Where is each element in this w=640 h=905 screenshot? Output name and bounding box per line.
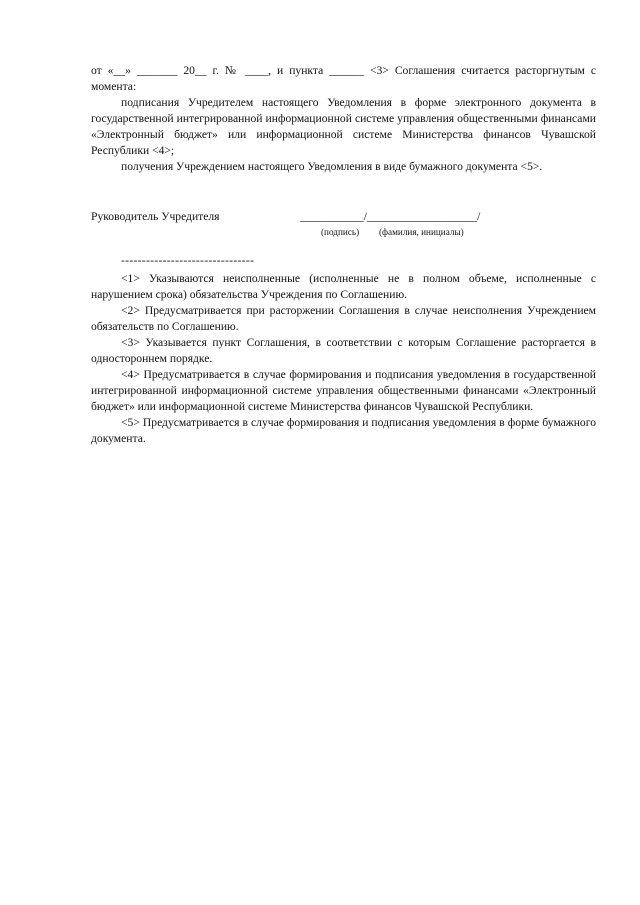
- footnote-separator: --------------------------------: [121, 254, 255, 267]
- footnote-4: <4> Предусматривается в случае формирования и подписания уведомления в государственной интегрированной информационной системе управления общественными финансами «Электронный бюджет» или информационной системе Министерства финансов Чувашской Республики.: [91, 368, 596, 413]
- signature-role: Руководитель Учредителя: [91, 210, 220, 223]
- caption-name: (фамилия, инициалы): [379, 227, 464, 237]
- footnote-5: <5> Предусматривается в случае формирования и подписания уведомления в форме бумажного документа.: [91, 416, 596, 445]
- footnote-3: <3> Указывается пункт Соглашения, в соответствии с которым Соглашение расторгается в одностороннем порядке.: [91, 336, 596, 365]
- signature-block: [91, 209, 596, 225]
- footnote-2: <2> Предусматривается при расторжении Соглашения в случае неисполнения Учреждением обязательств по Соглашению.: [91, 304, 596, 333]
- paper-paragraph: получения Учреждением настоящего Уведомления в виде бумажного документа <5>.: [121, 160, 543, 173]
- caption-signature: (подпись): [321, 227, 360, 237]
- signing-paragraph: подписания Учредителем настоящего Уведомления в форме электронного документа в государственной интегрированной информационной системе управления общественными финансами «Электронный бюджет» или информационной системе Министерства финансов Чувашской Республики <4>;: [91, 96, 596, 157]
- document-page: [91, 63, 596, 447]
- footnote-1: <1> Указываются неисполненные (исполненные не в полном объеме, исполненные с нарушением срока) обязательства Учреждения по Соглашению.: [91, 272, 596, 301]
- signature-line: ___________/___________________/: [300, 210, 481, 223]
- signature-captions: [91, 225, 596, 239]
- intro-paragraph: от «__» _______ 20__ г. № ____, и пункта ______ <3> Соглашения считается расторгнутым с момента:: [91, 64, 596, 93]
